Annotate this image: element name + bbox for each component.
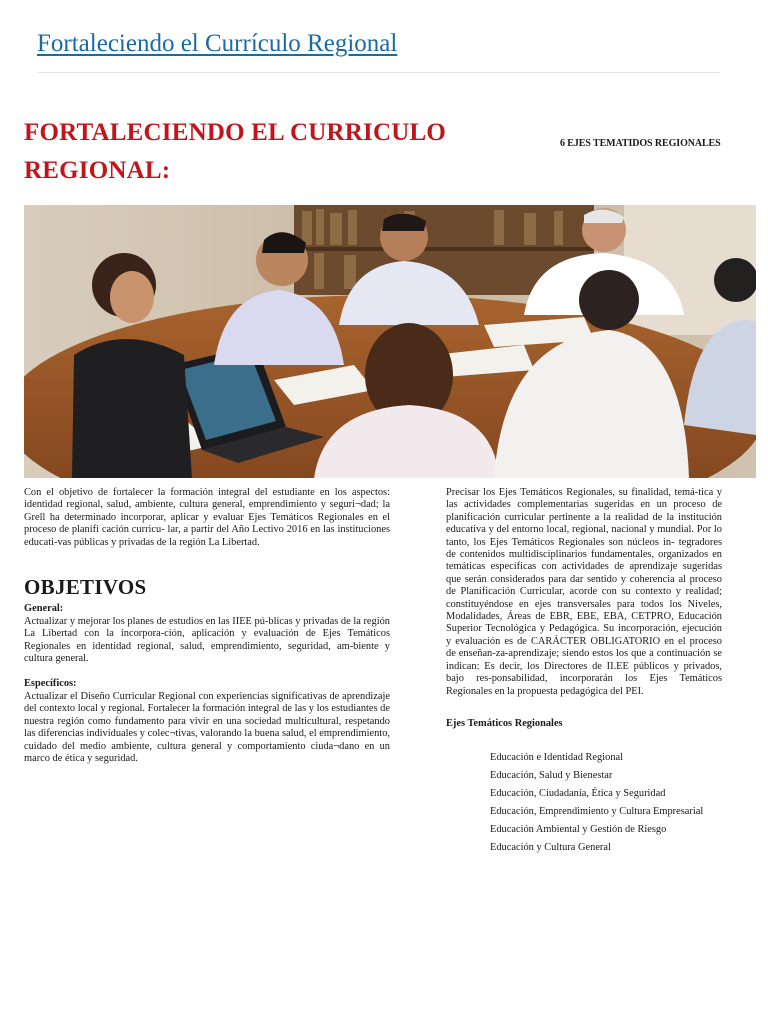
specific-objectives-text: Actualizar el Diseño Curricular Regional con experiencias significativas de aprendizaje del contexto local y regional. Fortalecer la formación integral de las y los estudiantes de nuestra región como fundamento para vivir en una sociedad multicultural, respetando las diferencias individuales y colec¬tivas, valorando la buena salud, el emprendimiento, cuidado del medio ambiente, cultura general y comportamiento ciuda¬dano en un marco de ética y seguridad.	[24, 690, 390, 764]
objetivos-heading: OBJETIVOS	[24, 575, 147, 600]
general-label: General:	[24, 603, 64, 615]
eje-item: Educación, Salud y Bienestar	[490, 770, 613, 782]
meeting-photo	[24, 205, 756, 478]
eje-item: Educación y Cultura General	[490, 842, 611, 854]
general-objective-text: Actualizar y mejorar los planes de estudios en las IIEE pú-blicas y privadas de la región La Libertad con la incorpora-ción, aplicación y evaluación de Ejes Temáticos Regionales en identidad regional, salud, emprendimiento, seguridad, am-biente y cultura general.	[24, 615, 390, 665]
eje-item: Educación Ambiental y Gestión de Riesgo	[490, 824, 667, 836]
ejes-list	[446, 752, 722, 854]
section-spacer	[24, 665, 390, 678]
ejes-count-label: 6 EJES TEMATIDOS REGIONALES	[560, 138, 721, 149]
ejes-heading: Ejes Temáticos Regionales	[446, 717, 563, 729]
right-column	[446, 487, 722, 860]
intro-paragraph: Con el objetivo de fortalecer la formación integral del estudiante en los aspectos: identidad regional, salud, ambiente, cultura general, emprendimiento y seguri¬dad; la Grell ha determinado incorporar, aplicar y evaluar Ejes Temáticos Regionales en el proceso de planifi cación curricu- lar, a partir del Año Lectivo 2016 en las instituciones educati-vas públicas y privadas de la región La Libertad.	[24, 487, 390, 548]
especificos-label: Específicos:	[24, 678, 77, 690]
header-divider	[37, 72, 720, 73]
left-column	[24, 487, 390, 765]
eje-item: Educación, Ciudadanía, Ética y Seguridad	[490, 788, 666, 800]
document-title: FORTALECIENDO EL CURRICULO REGIONAL:	[24, 119, 446, 184]
ejes-description-paragraph: Precisar los Ejes Temáticos Regionales, su finalidad, temá-tica y las actividades complementarias sugeridas en un proceso de planificación curricular pertinente a la realidad de la institución educativa y del entorno local, regional, nacional y mundial. Por lo tanto, los Ejes Temáticos Regionales son núcleos in- tegradores de contenidos multidisciplinarios fundamentales, organizados en temáticas específicas con actividades de aprendizaje sugeridas que serán considerados para dar sentido y coherencia al proceso de Planificación Curricular, acorde con su contexto y realidad; constituyéndose en ejes transversales para todos los Niveles, Modalidades, Áreas de EBR, EBE, EBA, CETPRO, Educación Superior Tecnológica y Pedagógica. Su incorporación, ejecución y evaluación es de CARÁCTER OBLIGATORIO en el proceso de enseñan-za-aprendizaje; siendo estos los que a continuación se indican: Es decir, los Directores de II.EE públicos y privados, bajo res-ponsabilidad, incorporarán los Ejes Temáticos Regionales en la propuesta pedagógica del PEI.	[446, 487, 722, 697]
eje-item: Educación, Emprendimiento y Cultura Empresarial	[490, 806, 704, 818]
site-title[interactable]: Fortaleciendo el Currículo Regional	[37, 30, 398, 57]
eje-item: Educación e Identidad Regional	[490, 752, 624, 764]
